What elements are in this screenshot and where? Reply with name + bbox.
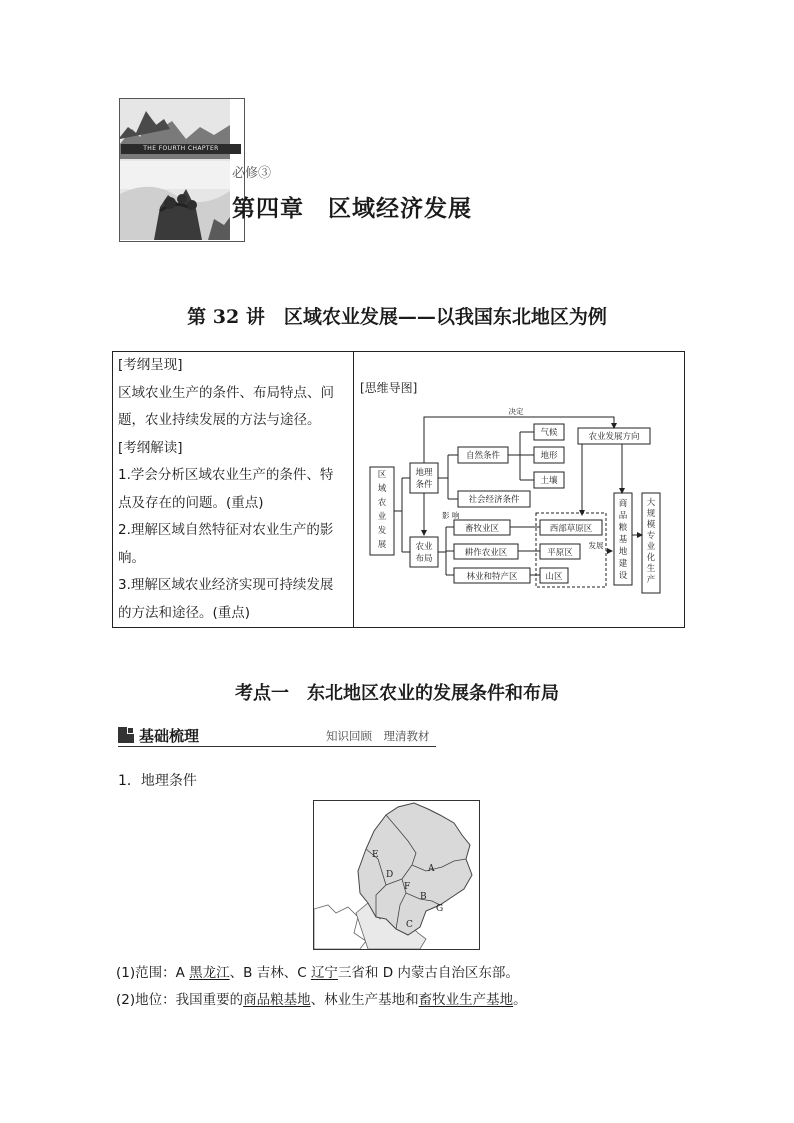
- square-bullet-icon: [118, 727, 134, 743]
- answer-liaoning: 辽宁: [310, 965, 338, 981]
- answer-heilongjiang: 黑龙江: [189, 965, 230, 981]
- mm-grain-char: 品: [618, 511, 628, 521]
- scope-text: (1)范围：A: [116, 965, 190, 981]
- map-label-a: A: [428, 864, 435, 874]
- chapter-english-label: THE FOURTH CHAPTER: [121, 144, 241, 154]
- syllabus-line: 2.理解区域自然特征对农业生产的影: [118, 522, 334, 538]
- mm-grain-char: 商: [618, 499, 628, 509]
- mindmap-label: [思维导图]: [360, 381, 418, 395]
- chapter-subtitle: 必修③: [232, 166, 272, 181]
- syllabus-line: [考纲解读]: [118, 439, 183, 456]
- status-text: (2)地位：我国重要的: [116, 992, 244, 1008]
- lecture-title: 第 32 讲 区域农业发展——以我国东北地区为例: [187, 306, 607, 328]
- mm-soil: 土壤: [540, 476, 558, 486]
- mm-farming: 耕作农业区: [464, 548, 508, 558]
- mm-grain-char: 设: [618, 571, 628, 581]
- mm-plain: 平原区: [547, 548, 573, 558]
- map-label-d: D: [386, 870, 394, 880]
- mm-grain-char: 基: [618, 535, 628, 545]
- map-label-b: B: [420, 892, 427, 902]
- syllabus-line: [考纲呈现]: [118, 357, 183, 373]
- scope-text: 、B 吉林、C: [229, 965, 311, 981]
- mm-root-char: 域: [377, 484, 387, 494]
- chapter-title: 第四章 区域经济发展: [232, 196, 472, 222]
- mm-develop: 发展: [588, 541, 604, 550]
- map-label-e: E: [372, 850, 379, 860]
- mm-layout: 布局: [415, 554, 433, 564]
- mm-large-char: 大: [646, 498, 656, 508]
- mm-root-char: 展: [377, 540, 387, 550]
- mm-geo: 地理: [415, 468, 433, 478]
- mm-natural: 自然条件: [465, 451, 501, 461]
- scope-text: 三省和 D 内蒙古自治区东部。: [337, 965, 519, 981]
- mm-forestry: 林业和特产区: [466, 572, 518, 582]
- mm-large-char: 生: [646, 564, 656, 574]
- mm-grain-char: 粮: [618, 523, 628, 533]
- syllabus-line: 区域农业生产的条件、布局特点、问: [118, 384, 334, 401]
- basics-heading: 基础梳理: [139, 727, 200, 745]
- mm-animal: 畜牧业区: [464, 524, 500, 534]
- mindmap-diagram: [354, 395, 682, 605]
- answer-livestock-base: 畜牧业生产基地: [418, 992, 514, 1008]
- syllabus-line: 3.理解区域农业经济实现可持续发展: [118, 577, 334, 593]
- basics-tagline: 知识回顾 理清教材: [326, 729, 430, 743]
- mm-layout: 农业: [415, 542, 433, 552]
- mm-direction: 农业发展方向: [588, 432, 640, 442]
- syllabus-line: 的方法和途径。(重点): [118, 604, 251, 621]
- mm-large-char: 专: [646, 531, 656, 541]
- status-paragraph: [116, 988, 527, 1008]
- mm-west: 西部草原区: [549, 524, 593, 534]
- mm-large-char: 规: [646, 509, 656, 519]
- syllabus-line: 点及存在的问题。(重点): [118, 494, 264, 511]
- mm-influence: 影 响: [442, 511, 460, 520]
- mm-large-char: 业: [646, 542, 656, 552]
- mm-grain-char: 地: [618, 547, 628, 557]
- northeast-map: [313, 800, 480, 950]
- mm-climate: 气候: [540, 428, 558, 438]
- syllabus-column: [118, 352, 350, 627]
- syllabus-line: 1.学会分析区域农业生产的条件、特: [118, 467, 334, 483]
- basics-underline: [118, 746, 436, 747]
- answer-grain-base: 商品粮基地: [243, 992, 311, 1008]
- syllabus-line: 题，农业持续发展的方法与途径。: [118, 412, 321, 428]
- section-title: 考点一 东北地区农业的发展条件和布局: [235, 683, 559, 704]
- map-label-c: C: [406, 920, 413, 930]
- mm-root-char: 业: [377, 512, 387, 522]
- status-text: 、林业生产基地和: [310, 992, 419, 1008]
- map-label-g: G: [436, 904, 444, 914]
- mm-large-char: 产: [646, 575, 656, 585]
- mm-root-char: 农: [377, 498, 387, 508]
- mm-large-char: 化: [646, 553, 656, 563]
- mm-geo: 条件: [415, 480, 433, 490]
- mm-grain-char: 建: [618, 559, 628, 569]
- status-text: 。: [513, 992, 527, 1008]
- item-heading: 1．地理条件: [118, 773, 197, 789]
- mm-root-char: 区: [377, 470, 387, 480]
- mm-large-char: 模: [646, 520, 656, 530]
- chapter-mountain-image: [120, 99, 230, 240]
- map-label-f: F: [404, 882, 411, 892]
- mm-terrain: 地形: [540, 451, 558, 461]
- scope-paragraph: [116, 961, 519, 981]
- mm-decide: 决定: [508, 407, 524, 416]
- mm-mountain: 山区: [545, 572, 563, 582]
- mm-social: 社会经济条件: [468, 495, 520, 505]
- mm-root-char: 发: [377, 526, 387, 536]
- syllabus-line: 响。: [118, 549, 145, 566]
